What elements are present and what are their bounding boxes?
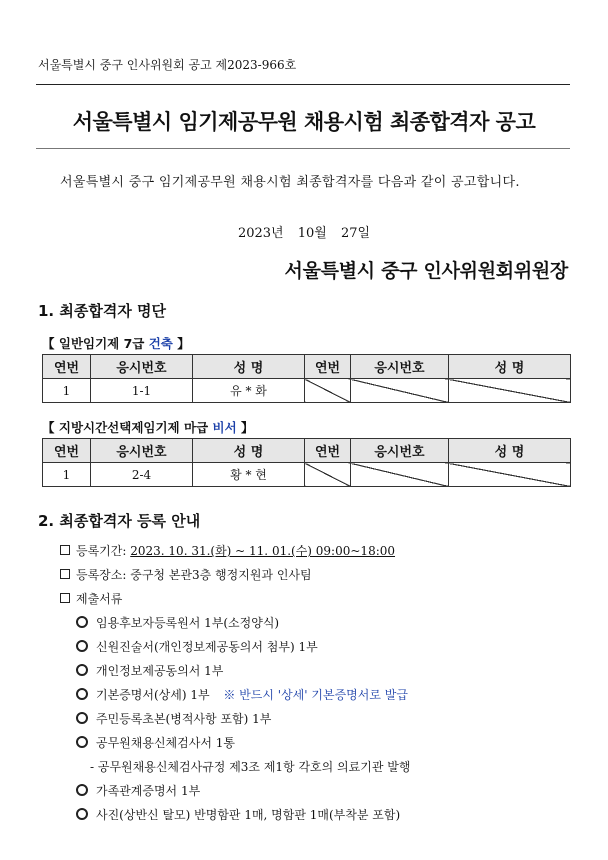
col-name: 성 명 xyxy=(193,355,305,379)
list-item xyxy=(76,734,235,751)
group2-field: 비서 xyxy=(212,420,237,435)
empty-cell xyxy=(449,379,571,403)
list-item xyxy=(76,686,408,703)
col-name-2: 성 명 xyxy=(449,355,571,379)
circle-bullet-icon xyxy=(76,664,88,676)
cell-name: 유 * 화 xyxy=(193,379,305,403)
bracket-close: 】 xyxy=(177,336,190,351)
col-no-2: 연번 xyxy=(305,355,351,379)
col-name: 성 명 xyxy=(193,439,305,463)
checkbox-square-icon xyxy=(60,545,70,555)
notice-number: 서울특별시 중구 인사위원회 공고 제2023-966호 xyxy=(38,58,297,72)
title-divider xyxy=(36,148,570,149)
doc-note-emphasis: ※ 반드시 '상세' 기본증명서로 발급 xyxy=(223,688,408,702)
cell-no: 1 xyxy=(43,463,91,487)
doc-item-text: 개인정보제공동의서 1부 xyxy=(96,664,224,678)
table-row xyxy=(43,463,571,487)
list-item xyxy=(76,782,200,799)
empty-cell xyxy=(351,379,449,403)
period-value: 2023. 10. 31.(화) ~ 11. 01.(수) 09:00~18:00 xyxy=(130,544,396,558)
list-item xyxy=(76,806,400,823)
col-exam-no-2: 응시번호 xyxy=(351,355,449,379)
period-label: 등록기간: xyxy=(76,544,127,558)
col-name-2: 성 명 xyxy=(449,439,571,463)
circle-bullet-icon xyxy=(76,736,88,748)
empty-cell xyxy=(305,379,351,403)
registration-place xyxy=(60,566,312,583)
group2-heading xyxy=(42,418,254,436)
group2-label: 지방시간선택제임기제 마급 xyxy=(58,420,209,435)
table-header-row xyxy=(43,439,571,463)
group1-field: 건축 xyxy=(148,336,173,351)
doc-item-text: 공무원채용신체검사서 1통 xyxy=(96,736,235,750)
circle-bullet-icon xyxy=(76,784,88,796)
section2-title: 2. 최종합격자 등록 안내 xyxy=(38,512,201,530)
list-item xyxy=(76,710,271,727)
group1-heading xyxy=(42,334,190,352)
issuing-authority: 서울특별시 중구 인사위원회위원장 xyxy=(284,260,568,282)
group1-label: 일반임기제 7급 xyxy=(58,336,145,351)
doc-item-text: 기본증명서(상세) 1부 xyxy=(96,688,210,702)
col-exam-no: 응시번호 xyxy=(91,439,193,463)
col-exam-no: 응시번호 xyxy=(91,355,193,379)
circle-bullet-icon xyxy=(76,640,88,652)
list-item xyxy=(76,638,318,655)
top-divider xyxy=(36,84,570,85)
circle-bullet-icon xyxy=(76,712,88,724)
circle-bullet-icon xyxy=(76,688,88,700)
bracket-open: 【 xyxy=(42,336,55,351)
page-title: 서울특별시 임기제공무원 채용시험 최종합격자 공고 xyxy=(72,110,536,134)
doc-item-text: 가족관계증명서 1부 xyxy=(96,784,201,798)
empty-cell xyxy=(351,463,449,487)
table-header-row xyxy=(43,355,571,379)
list-item xyxy=(76,614,279,631)
doc-item-text: 임용후보자등록원서 1부(소정양식) xyxy=(96,616,280,630)
cell-exam-no: 1-1 xyxy=(91,379,193,403)
bracket-open: 【 xyxy=(42,420,55,435)
registration-period xyxy=(60,542,395,559)
list-item xyxy=(76,662,223,679)
notice-date: 2023년 10월 27일 xyxy=(237,226,371,241)
group1-table xyxy=(42,354,571,403)
col-no: 연번 xyxy=(43,355,91,379)
empty-cell xyxy=(449,463,571,487)
doc-item-text: 신원진술서(개인정보제공동의서 첨부) 1부 xyxy=(96,640,318,654)
documents-heading xyxy=(60,590,122,607)
docs-label: 제출서류 xyxy=(76,592,123,606)
circle-bullet-icon xyxy=(76,808,88,820)
col-exam-no-2: 응시번호 xyxy=(351,439,449,463)
checkbox-square-icon xyxy=(60,593,70,603)
col-no-2: 연번 xyxy=(305,439,351,463)
checkbox-square-icon xyxy=(60,569,70,579)
cell-no: 1 xyxy=(43,379,91,403)
cell-name: 황 * 현 xyxy=(193,463,305,487)
bracket-close: 】 xyxy=(241,420,254,435)
circle-bullet-icon xyxy=(76,616,88,628)
cell-exam-no: 2-4 xyxy=(91,463,193,487)
empty-cell xyxy=(305,463,351,487)
health-check-note: - 공무원채용신체검사규정 제3조 제1항 각호의 의료기관 발행 xyxy=(90,760,411,774)
doc-item-text: 주민등록초본(병적사항 포함) 1부 xyxy=(96,712,272,726)
col-no: 연번 xyxy=(43,439,91,463)
doc-item-text: 사진(상반신 탈모) 반명함판 1매, 명함판 1매(부착분 포함) xyxy=(96,808,401,822)
place-text: 등록장소: 중구청 본관3층 행정지원과 인사팀 xyxy=(76,568,312,582)
table-row xyxy=(43,379,571,403)
intro-text: 서울특별시 중구 임기제공무원 채용시험 최종합격자를 다음과 같이 공고합니다. xyxy=(60,175,520,190)
group2-table xyxy=(42,438,571,487)
section1-title: 1. 최종합격자 명단 xyxy=(38,302,167,320)
